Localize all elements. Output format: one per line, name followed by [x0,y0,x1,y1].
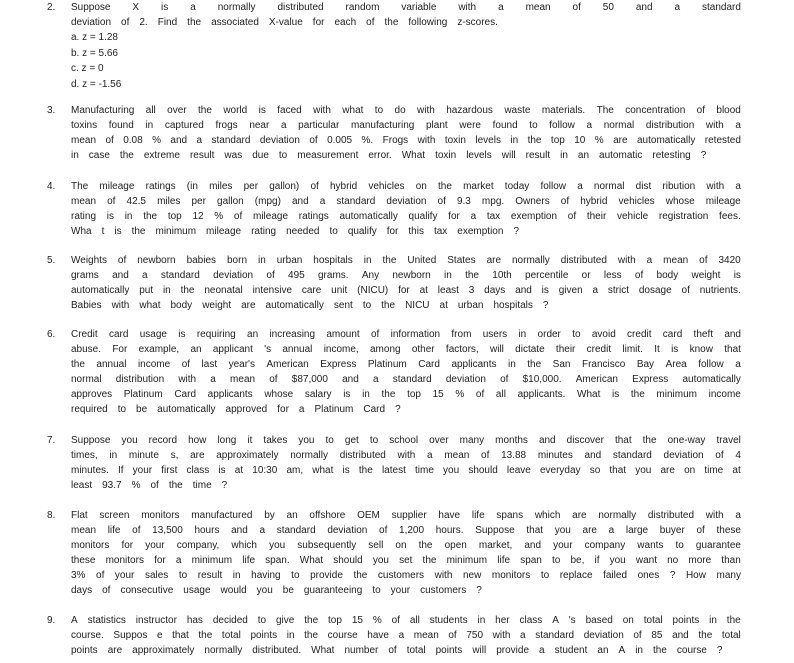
sub-item: a. z = 1.28 [71,32,118,43]
sub-item: d. z = -1.56 [71,78,122,90]
text-line: times, in minute s, are approximately normally distributed with a mean of 13.88 minutes and standard deviation of 4 [71,450,741,461]
sub-item: b. z = 5.66 [71,47,118,59]
problem-text [71,253,741,313]
text-line: Suppose X is a normally distributed random variable with a mean of 50 and a standard [71,2,741,13]
text-line: Weights of newborn babies born in urban hospitals in the United States are normally distributed with a mean of 3420 [71,255,741,266]
sub-item: c. z = 0 [71,63,104,74]
problem-number: 6. [47,329,56,340]
text-line: mean of 42.5 miles per gallon (mpg) and a standard deviation of 9.3 mpg. Owners of hybrid vehicles whose mileage [71,196,741,207]
text-line: abuse. For example, an applicant 's annual income, among other factors, will dictate their credit limit. It is know that [71,344,741,355]
problem-number: 4. [47,181,56,192]
problem-text [71,103,741,163]
problem-text [71,613,741,658]
text-line: A statistics instructor has decided to give the top 15 % of all students in her class A 's based on total points in the [71,615,741,626]
text-line: required to be automatically approved for a Platinum Card ? [71,404,401,415]
problem-number: 8. [47,510,56,521]
problem-text [71,433,741,493]
text-line: approves Platinum Card applicants whose salary is in the top 15 % of all applicants. What is the minimum income [71,389,741,400]
text-line: Credit card usage is requiring an increasing amount of information from users in order to avoid credit card theft and [71,329,741,340]
problem-number: 3. [47,105,56,116]
text-line: monitors for your company, which you subsequently sell on the open market, and your company wants to guarantee [71,540,741,551]
text-line: course. Suppos e that the total points in the course have a mean of 750 with a standard deviation of 85 and the total [71,630,741,641]
text-line: The mileage ratings (in miles per gallon) of hybrid vehicles on the market today follow a normal dist ribution with a [71,181,741,192]
problem-number: 5. [47,255,56,266]
problem-text [71,0,741,92]
problem-text [71,327,741,417]
text-line: points are approximately normally distributed. What number of total points will provide a student an A in the course ? [71,645,723,656]
text-line: days of consecutive usage would you be guaranteeing to your customers ? [71,585,482,596]
text-line: rating is in the top 12 % of mileage ratings automatically qualify for a tax exemption of their vehicle registration fees. [71,211,741,222]
text-line: Flat screen monitors manufactured by an offshore OEM supplier have life spans which are normally distributed with a [71,510,741,521]
text-line: Babies with what body weight are automatically sent to the NICU at urban hospitals ? [71,300,549,311]
text-line: automatically put in the neonatal intensive care unit (NICU) for at least 3 days and is given a strict dosage of nutrients. [71,285,741,296]
text-line: minutes. If your first class is at 10:30 am, what is the latest time you should leave everyday so that you are on time at [71,465,741,476]
text-line: Suppose you record how long it takes you to get to school over many months and discover that the one-way travel [71,435,741,446]
problem-text [71,179,741,239]
problem-number: 9. [47,615,56,626]
text-line: Manufacturing all over the world is faced with what to do with hazardous waste materials. The concentration of blood [71,105,741,116]
text-line: Wha t is the minimum mileage rating needed to qualify for this tax exemption ? [71,226,519,237]
text-line: deviation of 2. Find the associated X-value for each of the following z-scores. [71,17,498,28]
text-line: mean of 0.08 % and a standard deviation of 0.005 %. Frogs with toxin levels in the top 10 % are automatically retested [71,135,741,146]
text-line: mean life of 13,500 hours and a standard deviation of 1,200 hours. Suppose that you are a large buyer of these [71,525,741,536]
text-line: normal distribution with a mean of $87,000 and a standard deviation of $10,000. American Express automatically [71,374,741,385]
problem-text [71,508,741,598]
text-line: in case the extreme result was due to measurement error. What toxin levels will result in an automatic retesting ? [71,150,707,161]
text-line: least 93.7 % of the time ? [71,480,228,491]
text-line: grams and a standard deviation of 495 grams. Any newborn in the 10th percentile or less of body weight is [71,270,741,281]
problem-number: 2. [47,2,56,13]
text-line: the annual income of last year's American Express Platinum Card applicants in the San Francisco Bay Area follow a [71,359,741,370]
text-line: 3% of your sales to result in having to provide the customers with new monitors to replace failed ones ? How many [71,570,741,581]
text-line: toxins found in captured frogs near a particular manufacturing plant were found to follow a normal distribution with a [71,120,741,131]
problem-number: 7. [47,435,56,446]
text-line: these monitors for a minimum life span. What should you set the minimum life span to be, if you want no more than [71,555,741,566]
